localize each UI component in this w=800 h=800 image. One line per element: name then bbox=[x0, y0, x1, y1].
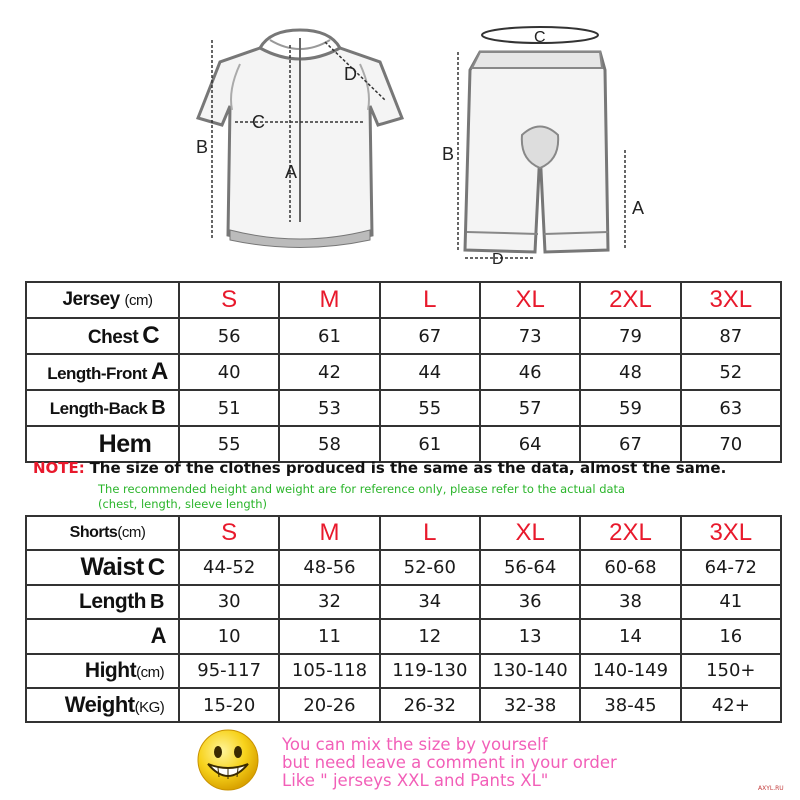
table-cell: 105-118 bbox=[279, 654, 379, 688]
table-cell: 13 bbox=[480, 619, 580, 653]
size-l: L bbox=[380, 516, 480, 550]
table-cell: 63 bbox=[681, 390, 781, 426]
table-cell: 150+ bbox=[681, 654, 781, 688]
row-label-hem bbox=[26, 426, 179, 462]
table-cell: 16 bbox=[681, 619, 781, 653]
table-cell: 46 bbox=[480, 354, 580, 390]
table-cell: 14 bbox=[580, 619, 680, 653]
row-label-text: Length bbox=[79, 589, 147, 613]
size-xl: XL bbox=[480, 282, 580, 318]
table-cell: 95-117 bbox=[179, 654, 279, 688]
shorts-label-a: A bbox=[632, 198, 645, 218]
table-cell: 44 bbox=[380, 354, 480, 390]
table-cell: 73 bbox=[480, 318, 580, 354]
size-s: S bbox=[179, 516, 279, 550]
row-label-length-front bbox=[26, 354, 179, 390]
table-row bbox=[26, 426, 781, 462]
table-row bbox=[26, 688, 781, 722]
table-cell: 64 bbox=[480, 426, 580, 462]
table-row bbox=[26, 318, 781, 354]
row-label-code: B bbox=[151, 396, 166, 419]
table-cell: 48-56 bbox=[279, 550, 379, 584]
jersey-label-a: A bbox=[285, 162, 298, 182]
table-cell: 15-20 bbox=[179, 688, 279, 722]
table-cell: 52 bbox=[681, 354, 781, 390]
table-cell: 55 bbox=[380, 390, 480, 426]
row-label-weight bbox=[26, 688, 179, 722]
size-l: L bbox=[380, 282, 480, 318]
table-cell: 60-68 bbox=[580, 550, 680, 584]
jersey-header-row bbox=[26, 282, 781, 318]
table-cell: 12 bbox=[380, 619, 480, 653]
table-cell: 55 bbox=[179, 426, 279, 462]
size-3xl: 3XL bbox=[681, 282, 781, 318]
table-cell: 26-32 bbox=[380, 688, 480, 722]
watermark: AXYL.RU bbox=[758, 785, 784, 792]
row-label-height bbox=[26, 654, 179, 688]
jersey-label-c: C bbox=[252, 112, 265, 132]
row-label-code: C bbox=[147, 554, 165, 582]
size-m: M bbox=[279, 282, 379, 318]
table-row bbox=[26, 585, 781, 619]
size-m: M bbox=[279, 516, 379, 550]
table-cell: 36 bbox=[480, 585, 580, 619]
table-cell: 130-140 bbox=[480, 654, 580, 688]
note-label: NOTE: bbox=[33, 459, 85, 477]
table-cell: 41 bbox=[681, 585, 781, 619]
table-cell: 11 bbox=[279, 619, 379, 653]
shorts-diagram bbox=[430, 0, 690, 265]
size-note bbox=[33, 459, 726, 477]
shorts-header-unit: (cm) bbox=[117, 524, 146, 542]
shorts-label-c: C bbox=[534, 29, 546, 46]
smiley-icon bbox=[196, 728, 260, 792]
row-label-code: A bbox=[150, 623, 166, 649]
size-xl: XL bbox=[480, 516, 580, 550]
shorts-size-table bbox=[25, 515, 782, 723]
table-cell: 42 bbox=[279, 354, 379, 390]
table-cell: 38-45 bbox=[580, 688, 680, 722]
size-s: S bbox=[179, 282, 279, 318]
row-label-chest bbox=[26, 318, 179, 354]
jersey-header-text: Jersey bbox=[62, 289, 120, 310]
mix-size-message-line2: but need leave a comment in your order bbox=[282, 753, 617, 772]
row-label-text: Waist bbox=[80, 553, 144, 582]
shorts-header-text: Shorts bbox=[69, 524, 118, 542]
table-row bbox=[26, 354, 781, 390]
row-label-length-back bbox=[26, 390, 179, 426]
mix-size-message-line1: You can mix the size by yourself bbox=[282, 735, 548, 754]
row-label-code: A bbox=[150, 358, 168, 385]
size-2xl: 2XL bbox=[580, 282, 680, 318]
reference-note-line1: The recommended height and weight are for reference only, please refer to the actual data bbox=[98, 482, 626, 496]
table-cell: 57 bbox=[480, 390, 580, 426]
table-cell: 67 bbox=[580, 426, 680, 462]
table-cell: 67 bbox=[380, 318, 480, 354]
shorts-label-d: D bbox=[492, 251, 504, 265]
row-label-length bbox=[26, 585, 179, 619]
row-label-text: Length-Front bbox=[47, 364, 147, 383]
table-cell: 32 bbox=[279, 585, 379, 619]
table-cell: 79 bbox=[580, 318, 680, 354]
table-cell: 52-60 bbox=[380, 550, 480, 584]
table-cell: 56-64 bbox=[480, 550, 580, 584]
table-cell: 20-26 bbox=[279, 688, 379, 722]
table-row bbox=[26, 390, 781, 426]
table-row bbox=[26, 654, 781, 688]
row-label-text: Chest bbox=[87, 327, 139, 348]
table-cell: 70 bbox=[681, 426, 781, 462]
row-label-code: C bbox=[142, 322, 160, 349]
jersey-outline bbox=[190, 0, 430, 265]
table-cell: 61 bbox=[380, 426, 480, 462]
row-label-unit: (KG) bbox=[134, 699, 165, 717]
reference-note-line2: (chest, length, sleeve length) bbox=[98, 497, 267, 511]
table-cell: 40 bbox=[179, 354, 279, 390]
jersey-label-b: B bbox=[196, 137, 209, 157]
table-cell: 48 bbox=[580, 354, 680, 390]
row-label-a bbox=[26, 619, 179, 653]
row-label-text: Length-Back bbox=[49, 398, 148, 418]
table-cell: 56 bbox=[179, 318, 279, 354]
table-cell: 53 bbox=[279, 390, 379, 426]
table-cell: 51 bbox=[179, 390, 279, 426]
jersey-header-unit: (cm) bbox=[124, 292, 153, 309]
table-cell: 87 bbox=[681, 318, 781, 354]
row-label-unit: (cm) bbox=[136, 663, 165, 681]
row-label-text: Weight bbox=[64, 692, 135, 718]
table-cell: 10 bbox=[179, 619, 279, 653]
row-label-text: Hight bbox=[84, 658, 137, 682]
jersey-label-d: D bbox=[344, 64, 357, 84]
shorts-label-b: B bbox=[442, 144, 455, 164]
table-cell: 30 bbox=[179, 585, 279, 619]
size-3xl: 3XL bbox=[681, 516, 781, 550]
table-row bbox=[26, 619, 781, 653]
table-cell: 119-130 bbox=[380, 654, 480, 688]
table-cell: 38 bbox=[580, 585, 680, 619]
note-text: The size of the clothes produced is the same as the data, almost the same. bbox=[89, 459, 727, 477]
table-cell: 58 bbox=[279, 426, 379, 462]
size-2xl: 2XL bbox=[580, 516, 680, 550]
table-cell: 44-52 bbox=[179, 550, 279, 584]
row-label-code: B bbox=[150, 590, 164, 613]
jersey-header-label bbox=[26, 282, 179, 318]
shorts-outline bbox=[430, 0, 690, 265]
table-cell: 64-72 bbox=[681, 550, 781, 584]
jersey-diagram bbox=[190, 0, 430, 265]
table-cell: 61 bbox=[279, 318, 379, 354]
jersey-size-table bbox=[25, 281, 782, 463]
table-row bbox=[26, 550, 781, 584]
row-label-waist bbox=[26, 550, 179, 584]
table-cell: 59 bbox=[580, 390, 680, 426]
table-cell: 32-38 bbox=[480, 688, 580, 722]
table-cell: 140-149 bbox=[580, 654, 680, 688]
shorts-header-label bbox=[26, 516, 179, 550]
shorts-header-row bbox=[26, 516, 781, 550]
row-label-text: Hem bbox=[98, 429, 152, 458]
table-cell: 34 bbox=[380, 585, 480, 619]
mix-size-message-line3: Like " jerseys XXL and Pants XL" bbox=[282, 771, 549, 790]
table-cell: 42+ bbox=[681, 688, 781, 722]
